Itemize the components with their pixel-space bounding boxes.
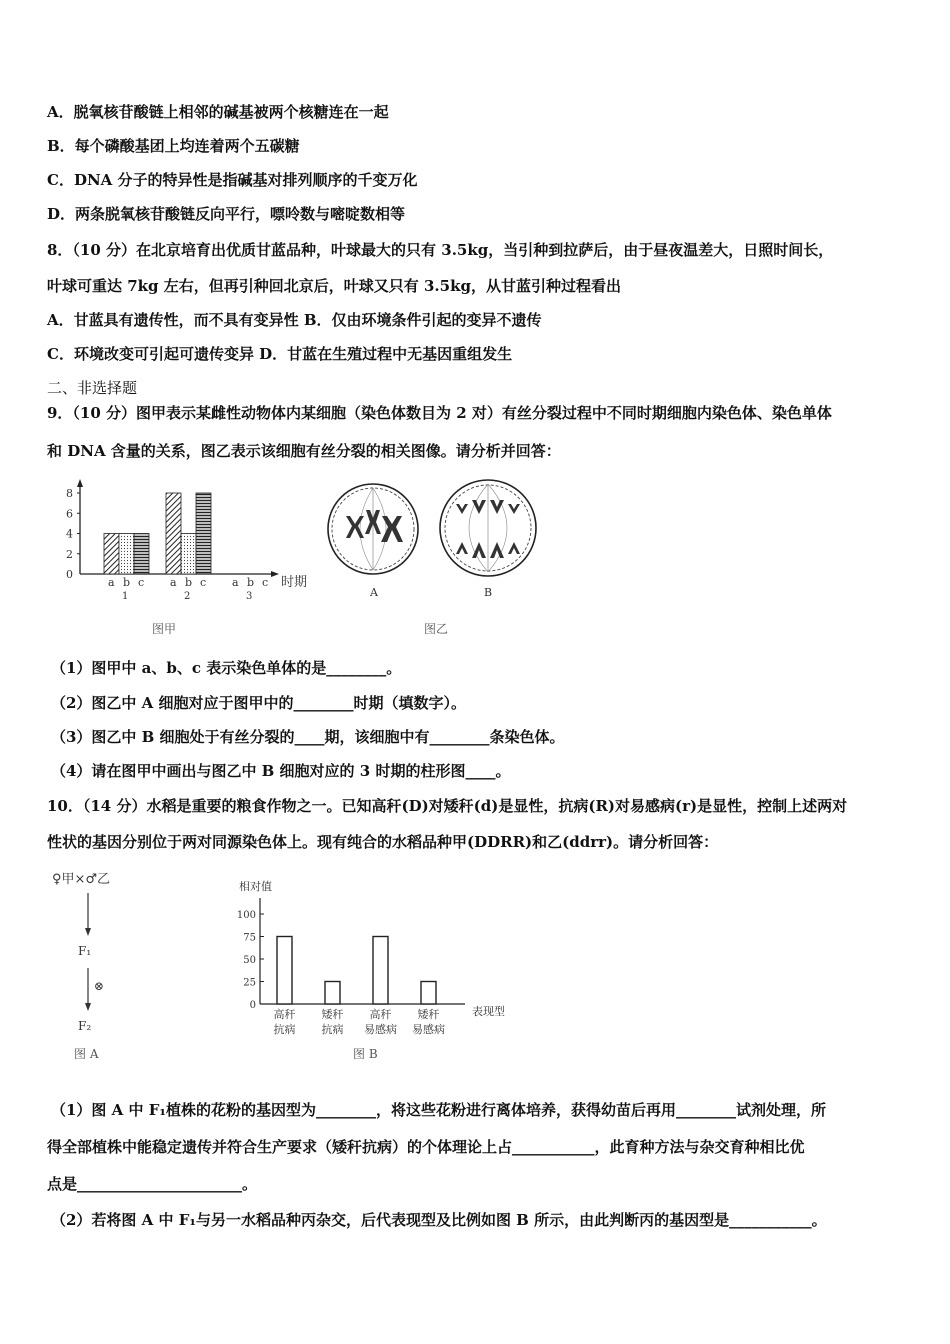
bar-a-period-1 [104, 534, 119, 575]
y-tick-75: 75 [243, 932, 256, 944]
bar-letter-c: c [138, 576, 145, 589]
q10-sub1-line1: （1）图 A 中 F₁植株的花粉的基因型为________，将这些花粉进行离体培养，获得幼苗后再用________试剂处理，所 [51, 1101, 826, 1119]
y-tick-25: 25 [243, 977, 256, 989]
y-tick-6: 6 [66, 507, 73, 521]
bars [274, 937, 446, 1037]
figure-b-caption: 图 B [353, 1047, 378, 1061]
selfing-symbol: ⊗ [94, 979, 105, 993]
phenotype-bar-4 [421, 982, 436, 1005]
figure-yi-caption: 图乙 [424, 622, 449, 636]
bar-b-period-1 [119, 534, 134, 575]
cell-a [328, 484, 418, 599]
q8-stem-line2: 叶球可重达 7kg 左右，但再引种回北京后，叶球又只有 3.5kg，从甘蓝引种过程看出 [47, 277, 621, 295]
q9-stem-line2: 和 DNA 含量的关系，图乙表示该细胞有丝分裂的相关图像。请分析并回答： [47, 442, 561, 460]
x-tick-labels [108, 576, 268, 602]
bar-letter-b: b [185, 576, 193, 589]
q8-stem-line1: 8．（10 分）在北京培育出优质甘蓝品种，叶球最大的只有 3.5kg，当引种到拉萨后，由于昼夜温差大，日照时间长， [47, 241, 834, 259]
figure-jia-caption: 图甲 [152, 622, 177, 636]
f2-label: F₂ [78, 1019, 92, 1033]
bar-letter-c: c [262, 576, 269, 589]
phenotype-bar-3 [373, 937, 388, 1005]
q10-stem-line1: 10．（14 分）水稻是重要的粮食作物之一。已知高秆(D)对矮秆(d)是显性，抗病(R)对易感病(r)是显性，控制上述两对 [47, 797, 848, 815]
section-title: 二、非选择题 [47, 379, 138, 397]
y-tick-8: 8 [66, 487, 73, 500]
figure-a-caption: 图 A [74, 1047, 99, 1061]
y-tick-0: 0 [66, 568, 73, 581]
q9-sub3: （3）图乙中 B 细胞处于有丝分裂的____期，该细胞中有________条染色体。 [51, 728, 565, 746]
phenotype-bar-2 [325, 982, 340, 1005]
period-label-2: 2 [184, 591, 191, 602]
bar-letter-b: b [247, 576, 255, 589]
bar-letter-a: a [232, 576, 239, 589]
phenotype-label-line2: 抗病 [273, 1023, 296, 1036]
phenotype-label-line2: 易感病 [364, 1023, 397, 1036]
bar-letter-b: b [123, 576, 131, 589]
y-tick-labels [66, 487, 80, 581]
q9-stem-line1: 9．（10 分）图甲表示某雌性动物体内某细胞（染色体数目为 2 对）有丝分裂过程中不同时期细胞内染色体、染色单体 [47, 404, 832, 422]
q7-option-d: D．两条脱氧核苷酸链反向平行，嘌呤数与嘧啶数相等 [47, 205, 406, 223]
x-axis-title: 表现型 [472, 1005, 505, 1018]
q7-option-a: A．脱氧核苷酸链上相邻的碱基被两个核糖连在一起 [47, 103, 389, 121]
bar-letter-c: c [200, 576, 207, 589]
q9-sub4: （4）请在图甲中画出与图乙中 B 细胞对应的 3 时期的柱形图____。 [51, 762, 511, 780]
phenotype-label-line1: 矮秆 [417, 1008, 440, 1021]
figure-jia-chart [60, 475, 330, 640]
figure-a-cross [50, 868, 140, 1068]
cross-label: ♀甲×♂乙 [52, 872, 111, 887]
period-label-3: 3 [246, 591, 253, 602]
phenotype-label-line2: 易感病 [412, 1023, 445, 1036]
phenotype-label-line1: 矮秆 [321, 1008, 344, 1021]
q9-sub2: （2）图乙中 A 细胞对应于图甲中的________时期（填数字）。 [51, 694, 467, 712]
q8-options-line2: C．环境改变可引起可遗传变异 D．甘蓝在生殖过程中无基因重组发生 [47, 345, 513, 363]
cell-b [440, 480, 536, 599]
svg-text:A: A [370, 586, 378, 599]
bar-a-period-2 [166, 493, 181, 574]
q10-sub1-line3: 点是______________________。 [47, 1175, 258, 1193]
figure-b-chart [225, 872, 525, 1067]
bar-c-period-2 [196, 493, 211, 574]
y-tick-4: 4 [66, 527, 73, 541]
q7-option-c: C．DNA 分子的特异性是指碱基对排列顺序的千变万化 [47, 171, 418, 189]
q10-stem-line2: 性状的基因分别位于两对同源染色体上。现有纯合的水稻品种甲(DDRR)和乙(ddrr)。请分析回答： [47, 833, 719, 851]
q9-sub1: （1）图甲中 a、b、c 表示染色单体的是________。 [51, 659, 402, 677]
bar-letter-a: a [108, 576, 115, 589]
y-tick-50: 50 [243, 955, 256, 966]
x-axis-arrow [271, 571, 279, 577]
bar-letter-a: a [170, 576, 177, 589]
figure-yi-cells [322, 476, 542, 606]
bar-b-period-2 [181, 534, 196, 575]
y-tick-2: 2 [66, 547, 73, 561]
y-axis-title: 相对值 [239, 880, 272, 893]
f1-label: F₁ [78, 944, 92, 958]
q7-option-b: B．每个磷酸基团上均连着两个五碳糖 [47, 137, 300, 155]
phenotype-label-line1: 高秆 [369, 1008, 392, 1021]
q8-options-line1: A．甘蓝具有遗传性，而不具有变异性 B．仅由环境条件引起的变异不遗传 [47, 311, 542, 329]
bars [104, 493, 211, 574]
q10-sub2: （2）若将图 A 中 F₁与另一水稻品种丙杂交，后代表现型及比例如图 B 所示，由此判断丙的基因型是___________。 [51, 1211, 827, 1229]
svg-text:B: B [484, 586, 493, 599]
bar-c-period-1 [134, 534, 149, 575]
y-tick-0: 0 [249, 1000, 256, 1011]
q10-sub1-line2: 得全部植株中能稳定遗传并符合生产要求（矮秆抗病）的个体理论上占___________，此育种方法与杂交育种相比优 [47, 1138, 805, 1156]
phenotype-label-line1: 高秆 [273, 1008, 296, 1021]
period-label-1: 1 [122, 591, 129, 602]
y-axis-arrow [77, 479, 83, 487]
phenotype-bar-1 [277, 937, 292, 1005]
phenotype-label-line2: 抗病 [321, 1023, 344, 1036]
x-axis-title: 时期 [281, 575, 308, 590]
y-tick-100: 100 [236, 910, 256, 921]
